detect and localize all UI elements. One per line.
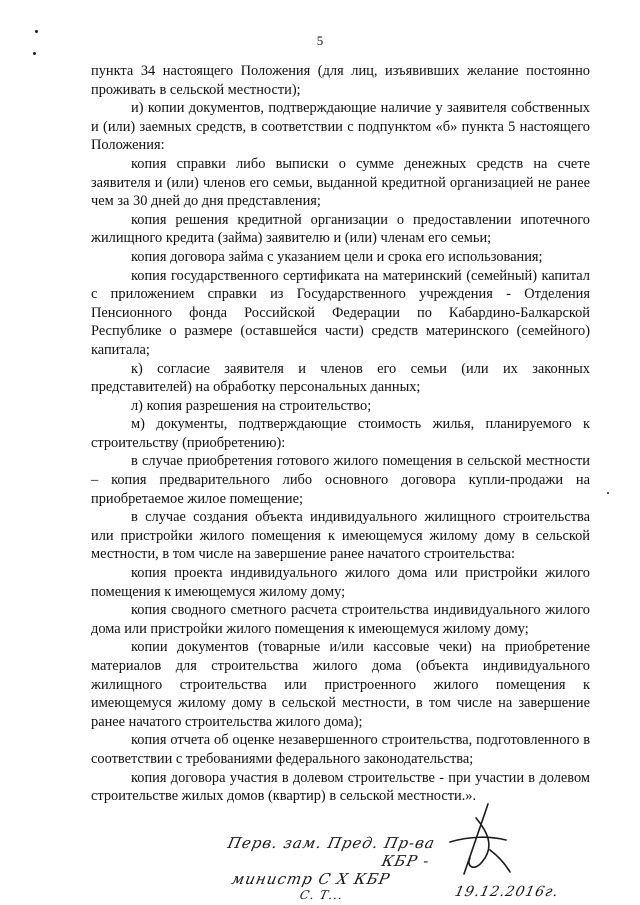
handwritten-signature-block (0, 800, 640, 905)
paragraph: копия сводного сметного расчета строительства индивидуального жилого дома или пристройки жилого помещения к имеющемуся жилому дому; (91, 602, 590, 637)
paragraph: копия государственного сертификата на материнский (семейный) капитал с приложением справки из Государственного учреждения - Отделения Пенсионного фонда Российской Федерации по Кабардино-Балкарской Республике о размере (оставшейся части) средств материнского (семейного) капитала; (91, 267, 590, 358)
paragraph: м) документы, подтверждающие стоимость жилья, планируемого к строительству (приобретению): (91, 416, 590, 451)
signature-line: С. Т... (298, 888, 345, 902)
paragraph: копия отчета об оценке незавершенного строительства, подготовленного в соответствии с требованиями федерального законодательства; (91, 732, 590, 767)
paragraph: копия договора займа с указанием цели и срока его использования; (131, 248, 543, 265)
paragraph: копия проекта индивидуального жилого дома или пристройки жилого помещения к имеющемуся жилому дому; (91, 565, 590, 600)
scan-mark (33, 52, 36, 55)
paragraph: копия справки либо выписки о сумме денежных средств на счете заявителя и (или) членов его семьи, выданной кредитной организацией не ранее чем за 30 дней до дня представления; (91, 155, 590, 210)
signature-line: КБР - (380, 852, 432, 870)
paragraph: и) копии документов, подтверждающие наличие у заявителя собственных и (или) заемных средств, в соответствии с подпунктом «б» пункта 5 настоящего Положения: (91, 100, 590, 154)
signature-scribble (440, 800, 520, 880)
document-body (91, 62, 590, 806)
signature-line: Перв. зам. Пред. Пр-ва (226, 834, 437, 852)
page-number: 5 (316, 33, 324, 48)
paragraph: копии документов (товарные и/или кассовые чеки) на приобретение материалов для строительства жилого дома (объекта индивидуального жилищного строительства или пристроенного жилого помещения к имеющемуся жилому дому в сельской местности, в том числе на завершение ранее начатого строительства жилого дома); (91, 639, 590, 730)
paragraph: копия решения кредитной организации о предоставлении ипотечного жилищного кредита (займа) заявителю и (или) членам его семьи; (91, 211, 590, 247)
signature-line: министр С Х КБР (230, 870, 392, 888)
scan-mark (607, 492, 609, 494)
paragraph: в случае создания объекта индивидуального жилищного строительства или пристройки жилого помещения к имеющемуся жилому дому в сельской местности, в том числе на завершение ранее начатого строительства: (91, 509, 590, 563)
signature-date: 19.12.2016г. (453, 884, 561, 900)
paragraph: копия договора участия в долевом строительстве - при участии в долевом строительстве жилых домов (квартир) в сельской местности.». (91, 769, 590, 805)
paragraph: к) согласие заявителя и членов его семьи (или их законных представителей) на обработку персональных данных; (91, 360, 590, 396)
paragraph: пункта 34 настоящего Положения (для лиц, изъявивших желание постоянно проживать в сельской местности); (91, 63, 590, 98)
paragraph: л) копия разрешения на строительство; (131, 397, 372, 414)
paragraph: в случае приобретения готового жилого помещения в сельской местности – копия предварительного либо основного договора купли-продажи на приобретаемое жилое помещение; (91, 453, 590, 507)
